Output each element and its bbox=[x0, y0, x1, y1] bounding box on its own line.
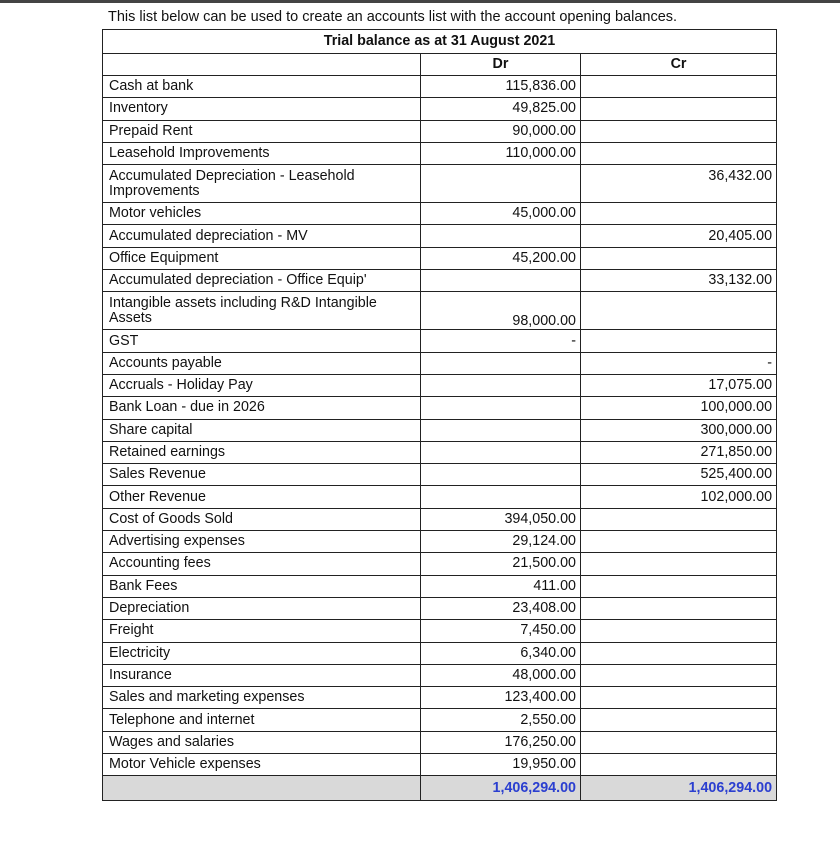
dr-amount: 2,550.00 bbox=[421, 709, 581, 731]
table-row bbox=[103, 575, 777, 597]
table-row bbox=[103, 687, 777, 709]
dr-amount bbox=[421, 352, 581, 374]
cr-amount: 271,850.00 bbox=[581, 441, 777, 463]
cr-amount: 525,400.00 bbox=[581, 464, 777, 486]
table-row bbox=[103, 486, 777, 508]
account-name: Advertising expenses bbox=[103, 531, 421, 553]
table-row bbox=[103, 165, 777, 203]
table-row bbox=[103, 731, 777, 753]
table-row bbox=[103, 754, 777, 776]
account-name: Motor vehicles bbox=[103, 203, 421, 225]
cr-total: 1,406,294.00 bbox=[581, 776, 777, 801]
table-row bbox=[103, 120, 777, 142]
account-header bbox=[103, 54, 421, 76]
table-row bbox=[103, 597, 777, 619]
account-name: Depreciation bbox=[103, 597, 421, 619]
dr-amount bbox=[421, 225, 581, 247]
dr-amount bbox=[421, 486, 581, 508]
table-row bbox=[103, 374, 777, 396]
cr-amount: 20,405.00 bbox=[581, 225, 777, 247]
dr-total: 1,406,294.00 bbox=[421, 776, 581, 801]
table-row bbox=[103, 664, 777, 686]
cr-amount: 33,132.00 bbox=[581, 270, 777, 292]
cr-amount bbox=[581, 330, 777, 352]
dr-amount bbox=[421, 165, 581, 203]
cr-amount: 17,075.00 bbox=[581, 374, 777, 396]
account-name: Sales and marketing expenses bbox=[103, 687, 421, 709]
dr-amount: 45,000.00 bbox=[421, 203, 581, 225]
cr-amount bbox=[581, 664, 777, 686]
dr-amount: 48,000.00 bbox=[421, 664, 581, 686]
dr-amount: - bbox=[421, 330, 581, 352]
totals-row bbox=[103, 776, 777, 801]
dr-amount: 110,000.00 bbox=[421, 142, 581, 164]
dr-amount bbox=[421, 441, 581, 463]
account-name: Insurance bbox=[103, 664, 421, 686]
dr-amount: 23,408.00 bbox=[421, 597, 581, 619]
dr-amount: 29,124.00 bbox=[421, 531, 581, 553]
account-name: Accounts payable bbox=[103, 352, 421, 374]
dr-amount bbox=[421, 419, 581, 441]
cr-amount bbox=[581, 575, 777, 597]
dr-amount: 115,836.00 bbox=[421, 76, 581, 98]
cr-amount bbox=[581, 98, 777, 120]
dr-amount: 6,340.00 bbox=[421, 642, 581, 664]
table-row bbox=[103, 142, 777, 164]
top-border bbox=[0, 0, 840, 3]
table-row bbox=[103, 98, 777, 120]
table-row bbox=[103, 508, 777, 530]
account-name: Accounting fees bbox=[103, 553, 421, 575]
table-row bbox=[103, 203, 777, 225]
dr-amount: 411.00 bbox=[421, 575, 581, 597]
cr-amount bbox=[581, 553, 777, 575]
cr-amount bbox=[581, 203, 777, 225]
dr-amount: 49,825.00 bbox=[421, 98, 581, 120]
dr-amount: 123,400.00 bbox=[421, 687, 581, 709]
account-name: Accruals - Holiday Pay bbox=[103, 374, 421, 396]
account-name: Accumulated Depreciation - Leasehold Improvements bbox=[103, 165, 421, 203]
table-row bbox=[103, 352, 777, 374]
cr-amount: 300,000.00 bbox=[581, 419, 777, 441]
account-name: Bank Fees bbox=[103, 575, 421, 597]
cr-amount: 36,432.00 bbox=[581, 165, 777, 203]
dr-amount: 98,000.00 bbox=[421, 292, 581, 330]
account-name: Intangible assets including R&D Intangible Assets bbox=[103, 292, 421, 330]
cr-amount bbox=[581, 531, 777, 553]
dr-amount bbox=[421, 464, 581, 486]
table-row bbox=[103, 709, 777, 731]
account-name: Sales Revenue bbox=[103, 464, 421, 486]
account-name: Cost of Goods Sold bbox=[103, 508, 421, 530]
dr-amount: 21,500.00 bbox=[421, 553, 581, 575]
cr-amount bbox=[581, 142, 777, 164]
trial-balance-table bbox=[102, 29, 777, 801]
table-row bbox=[103, 464, 777, 486]
table-row bbox=[103, 441, 777, 463]
dr-amount bbox=[421, 270, 581, 292]
account-name: Accumulated depreciation - MV bbox=[103, 225, 421, 247]
cr-amount bbox=[581, 642, 777, 664]
table-row bbox=[103, 397, 777, 419]
cr-amount: 100,000.00 bbox=[581, 397, 777, 419]
cr-amount bbox=[581, 620, 777, 642]
table-row bbox=[103, 620, 777, 642]
table-row bbox=[103, 270, 777, 292]
account-name: Freight bbox=[103, 620, 421, 642]
account-name: Share capital bbox=[103, 419, 421, 441]
dr-amount: 19,950.00 bbox=[421, 754, 581, 776]
dr-header: Dr bbox=[421, 54, 581, 76]
table-row bbox=[103, 330, 777, 352]
account-name: Inventory bbox=[103, 98, 421, 120]
table-title-row bbox=[103, 30, 777, 54]
dr-amount: 394,050.00 bbox=[421, 508, 581, 530]
table-row bbox=[103, 225, 777, 247]
table-row bbox=[103, 419, 777, 441]
cr-header: Cr bbox=[581, 54, 777, 76]
cr-amount bbox=[581, 731, 777, 753]
table-row bbox=[103, 292, 777, 330]
account-name: Motor Vehicle expenses bbox=[103, 754, 421, 776]
account-name: Wages and salaries bbox=[103, 731, 421, 753]
table-row bbox=[103, 531, 777, 553]
table-row bbox=[103, 642, 777, 664]
account-name: Electricity bbox=[103, 642, 421, 664]
account-name: Prepaid Rent bbox=[103, 120, 421, 142]
cr-amount bbox=[581, 754, 777, 776]
dr-amount bbox=[421, 397, 581, 419]
dr-amount: 90,000.00 bbox=[421, 120, 581, 142]
account-name: Cash at bank bbox=[103, 76, 421, 98]
dr-amount: 45,200.00 bbox=[421, 247, 581, 269]
account-name: Accumulated depreciation - Office Equip' bbox=[103, 270, 421, 292]
table-row bbox=[103, 553, 777, 575]
cr-amount bbox=[581, 709, 777, 731]
cr-amount: 102,000.00 bbox=[581, 486, 777, 508]
cr-amount bbox=[581, 247, 777, 269]
cr-amount: - bbox=[581, 352, 777, 374]
table-row bbox=[103, 76, 777, 98]
cr-amount bbox=[581, 120, 777, 142]
cr-amount bbox=[581, 508, 777, 530]
cr-amount bbox=[581, 76, 777, 98]
cr-amount bbox=[581, 687, 777, 709]
dr-amount: 176,250.00 bbox=[421, 731, 581, 753]
intro-text: This list below can be used to create an accounts list with the account opening balances. bbox=[108, 9, 678, 25]
dr-amount: 7,450.00 bbox=[421, 620, 581, 642]
table-title: Trial balance as at 31 August 2021 bbox=[103, 30, 777, 54]
cr-amount bbox=[581, 597, 777, 619]
account-name: Bank Loan - due in 2026 bbox=[103, 397, 421, 419]
account-name: Retained earnings bbox=[103, 441, 421, 463]
header-row bbox=[103, 54, 777, 76]
dr-amount bbox=[421, 374, 581, 396]
account-name: GST bbox=[103, 330, 421, 352]
totals-label bbox=[103, 776, 421, 801]
table-row bbox=[103, 247, 777, 269]
cr-amount bbox=[581, 292, 777, 330]
account-name: Office Equipment bbox=[103, 247, 421, 269]
account-name: Telephone and internet bbox=[103, 709, 421, 731]
account-name: Other Revenue bbox=[103, 486, 421, 508]
account-name: Leasehold Improvements bbox=[103, 142, 421, 164]
